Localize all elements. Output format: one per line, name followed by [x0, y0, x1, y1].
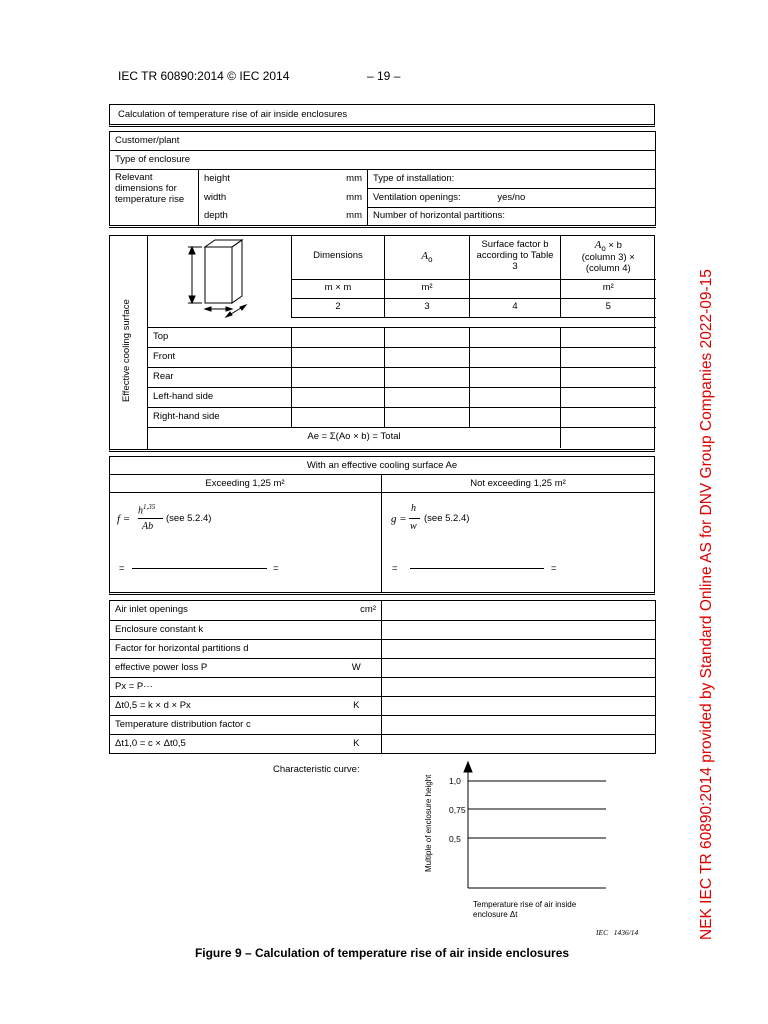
figure-code: IEC 1436/14 — [596, 928, 639, 937]
param-power-loss: effective power loss P — [110, 659, 332, 678]
characteristic-curve-chart — [436, 760, 616, 900]
height-label: height — [199, 170, 314, 189]
relevant-dims-label: Relevant dimensions for temperature rise — [110, 170, 199, 208]
form-title-box — [109, 104, 655, 127]
effective-surface-title: With an effective cooling surface Ae — [306, 460, 458, 471]
parameters-table — [109, 600, 656, 754]
ventilation-cell — [368, 189, 656, 208]
row-right-hand-side: Right-hand side — [148, 408, 292, 428]
f-result-line — [132, 568, 267, 569]
f-numerator: $h^{1,35}$ — [138, 503, 156, 517]
partitions-label: Number of horizontal partitions: — [368, 208, 656, 227]
width-label: width — [204, 191, 227, 203]
row-top: Top — [148, 328, 292, 348]
ventilation-label: Ventilation openings: — [373, 191, 461, 203]
col-number-5: 5 — [561, 298, 656, 317]
g-result-line — [410, 568, 544, 569]
param-air-inlet: Air inlet openings — [110, 601, 332, 621]
curve-level-075: 0,75 — [449, 805, 466, 815]
f-see-reference: (see 5.2.4) — [166, 513, 212, 524]
exceeding-header: Exceeding 1,25 m² — [205, 478, 285, 489]
g-see-reference: (see 5.2.4) — [424, 513, 470, 524]
curve-x-axis-label-2: enclosure Δt — [473, 910, 518, 919]
col-number-4: 4 — [470, 298, 561, 317]
depth-label: depth — [204, 209, 228, 221]
cooling-rows-table — [147, 327, 656, 448]
param-px: Px = P··· — [110, 678, 332, 697]
type-installation-label: Type of installation: — [368, 170, 656, 189]
col-ao-header: $A_o$ — [385, 235, 470, 279]
param-delta-t10: Δt1,0 = c × Δt0,5 — [110, 735, 332, 754]
f-denominator: Ab — [142, 521, 154, 532]
general-info-table — [109, 131, 656, 228]
not-exceeding-header: Not exceeding 1,25 m² — [470, 478, 566, 489]
f-lhs: f = — [117, 513, 131, 525]
curve-x-axis-label-1: Temperature rise of air inside — [473, 900, 577, 909]
figure-caption: Figure 9 – Calculation of temperature rise of air inside enclosures — [194, 946, 570, 960]
height-unit: mm — [314, 170, 368, 189]
col-product-header: $A_o \times b$ (column 3) × (column 4) — [561, 235, 656, 279]
cooling-header-table — [291, 235, 656, 318]
col-surface-factor-header: Surface factor b according to Table 3 — [470, 235, 561, 279]
g-eq-sign-1: = — [392, 563, 398, 574]
depth-unit: mm — [314, 208, 368, 227]
ventilation-yesno: yes/no — [497, 191, 526, 203]
row-rear: Rear — [148, 368, 292, 388]
g-denominator: w — [410, 521, 417, 532]
curve-level-1: 1,0 — [449, 776, 461, 786]
g-eq-sign-2: = — [551, 563, 557, 574]
param-distribution-factor: Temperature distribution factor c — [110, 716, 332, 735]
form-title: Calculation of temperature rise of air inside enclosures — [118, 109, 348, 120]
unit-m2-product: m² — [561, 279, 656, 298]
customer-plant-label: Customer/plant — [110, 132, 656, 151]
curve-level-05: 0,5 — [449, 834, 461, 844]
curve-y-axis-label: Multiple of enclosure height — [424, 774, 433, 872]
total-row: Ae = Σ(Ao × b) = Total — [148, 428, 561, 448]
col-number-2: 2 — [292, 298, 385, 317]
col-number-3: 3 — [385, 298, 470, 317]
param-enclosure-constant: Enclosure constant k — [110, 621, 332, 640]
unit-mxm: m × m — [292, 279, 385, 298]
row-left-hand-side: Left-hand side — [148, 388, 292, 408]
param-air-inlet-unit: cm² — [332, 601, 382, 621]
enclosure-sketch-icon — [150, 237, 290, 325]
watermark: NEK IEC TR 60890:2014 provided by Standard Online AS for DNV Group Companies 2022-09-15 — [698, 269, 715, 940]
param-power-loss-unit: W — [332, 659, 382, 678]
f-eq-sign-2: = — [273, 563, 279, 574]
g-lhs: g = — [391, 513, 407, 525]
curve-label: Characteristic curve: — [273, 764, 360, 775]
cooling-side-label: Effective cooling surface — [121, 299, 132, 402]
type-enclosure-label: Type of enclosure — [110, 151, 656, 170]
f-eq-sign-1: = — [119, 563, 125, 574]
row-front: Front — [148, 348, 292, 368]
unit-m2-ao: m² — [385, 279, 470, 298]
param-partition-factor: Factor for horizontal partitions d — [110, 640, 332, 659]
width-unit: mm — [314, 189, 368, 208]
col-dimensions-header: Dimensions — [292, 235, 385, 279]
g-numerator: h — [411, 503, 416, 514]
param-delta-t05: Δt0,5 = k × d × Px — [110, 697, 332, 716]
header-page-number: – 19 – — [367, 69, 401, 83]
header-doc-id: IEC TR 60890:2014 © IEC 2014 — [118, 69, 290, 83]
param-delta-t05-unit: K — [332, 697, 382, 716]
param-delta-t10-unit: K — [332, 735, 382, 754]
effective-surface-frame — [109, 456, 655, 595]
